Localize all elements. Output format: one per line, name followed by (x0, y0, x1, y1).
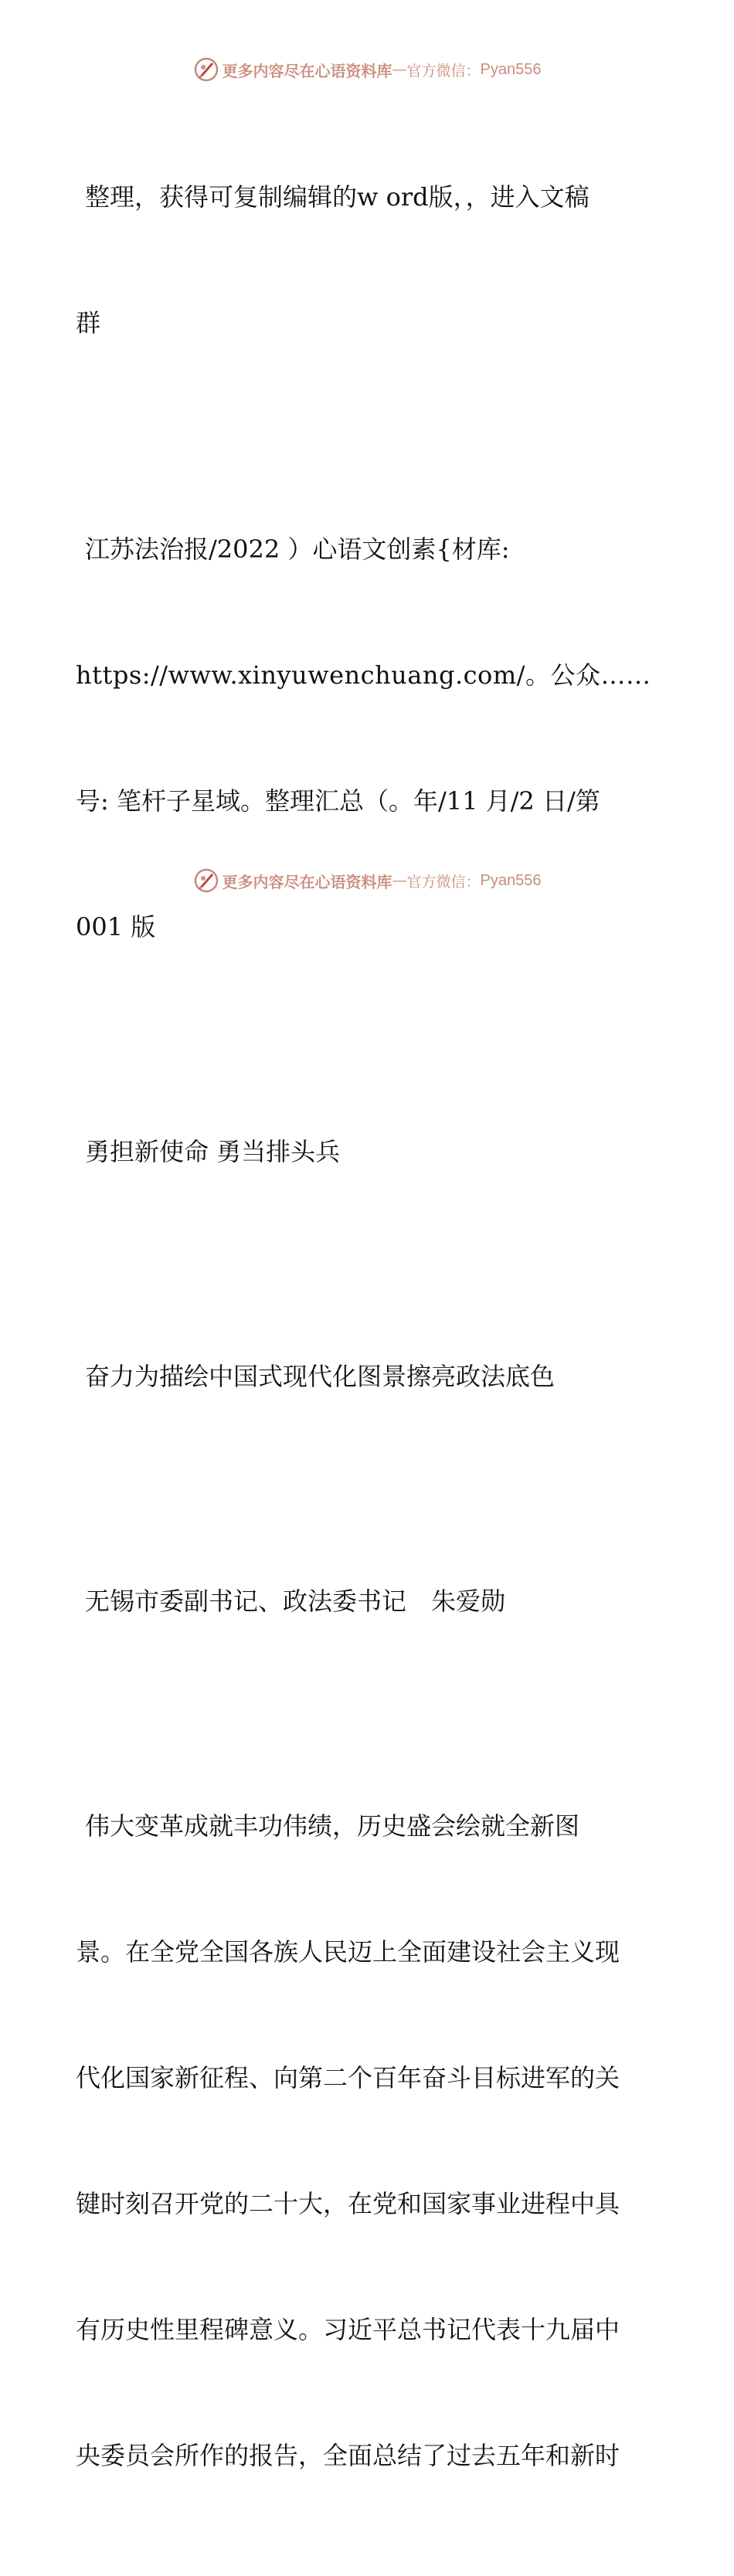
intro-paragraph (76, 93, 663, 428)
text-line: 央委员会所作的报告，全面总结了过去五年和新时 (76, 2441, 620, 2470)
article-title-1 (76, 1047, 663, 1257)
body-paragraph (76, 1722, 663, 2561)
banner-wechat-label: 官方微信： (406, 62, 481, 80)
text-line: 景。在全党全国各族人民迈上全面建设社会主义现 (76, 1937, 620, 1967)
text-line: 键时刻召开党的二十大，在党和国家事业进程中具 (76, 2189, 620, 2218)
article-title-2 (76, 1272, 663, 1481)
banner-dash: — (392, 872, 407, 889)
source-paragraph (76, 445, 663, 1032)
text-line: 有历史性里程碑意义。习近平总书记代表十九届中 (76, 2315, 620, 2344)
footer-banner (0, 865, 734, 896)
text-line: 代化国家新征程、向第二个百年奋斗目标进军的关 (76, 2063, 620, 2092)
banner-wechat-id: Pyan556 (480, 60, 542, 78)
text-line: 群 (76, 308, 101, 338)
banner-site-text: 更多内容尽在心语资料库 (222, 61, 392, 80)
banner-wechat-id: Pyan556 (480, 871, 542, 889)
article-author (76, 1497, 663, 1706)
banner-wechat-label: 官方微信： (406, 873, 481, 891)
text-line: 001 版 (76, 912, 156, 942)
author-line: 无锡市委副书记、政法委书记 朱爱勋 (85, 1587, 506, 1616)
quill-logo-icon (193, 56, 219, 83)
document-body (76, 93, 663, 2576)
text-line: 江苏法治报/2022 ）心语文创素{材库: (85, 535, 510, 564)
header-banner (0, 54, 734, 85)
text-line: https://www.xinyuwenchuang.com/。公众…… (76, 660, 651, 690)
text-line: 整理，获得可复制编辑的w ord版，，进入文稿 (85, 182, 590, 212)
title-line: 勇担新使命 勇当排头兵 (85, 1137, 341, 1166)
title-line: 奋力为描绘中国式现代化图景擦亮政法底色 (85, 1362, 556, 1391)
text-line: 伟大变革成就丰功伟绩，历史盛会绘就全新图 (85, 1811, 580, 1841)
banner-site-text: 更多内容尽在心语资料库 (222, 872, 392, 891)
quill-logo-icon (193, 867, 219, 894)
banner-dash: — (392, 61, 407, 78)
text-line: 号: 笔杆子星域。整理汇总（。年/11 月/2 日/第 (76, 786, 600, 816)
